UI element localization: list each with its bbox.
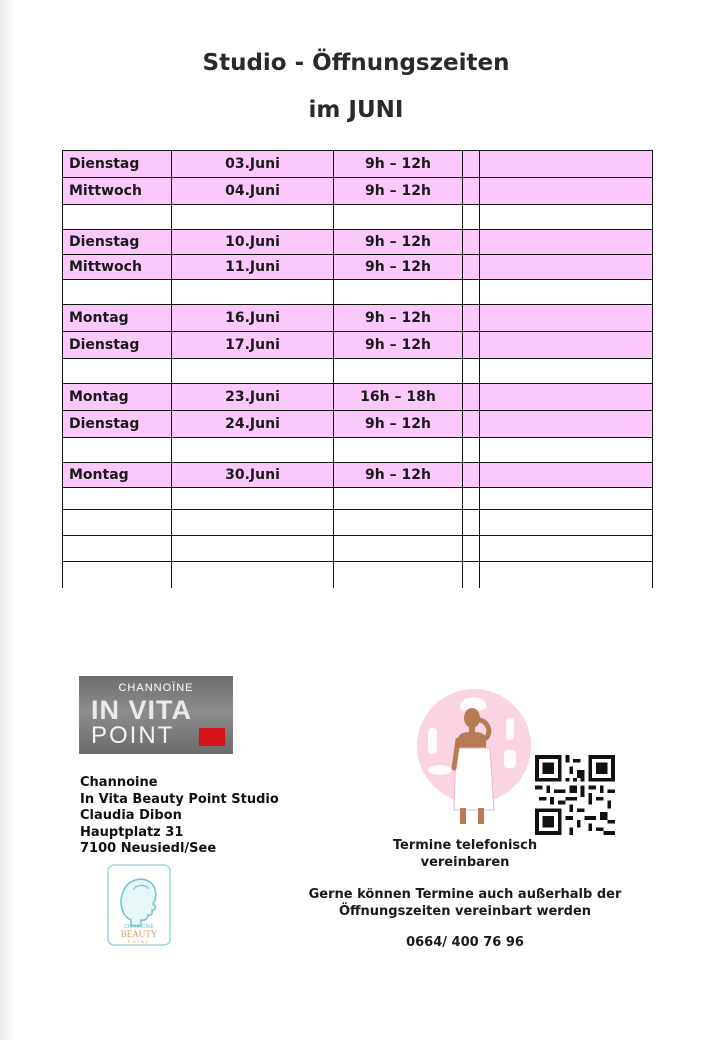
schedule-row xyxy=(63,488,653,510)
schedule-cell-notes xyxy=(480,205,653,230)
schedule-cell-time: 9h – 12h xyxy=(334,178,463,205)
schedule-cell-notes xyxy=(480,463,653,488)
schedule-cell-notes xyxy=(480,438,653,463)
schedule-cell-day: Montag xyxy=(63,305,172,332)
schedule-cell-date: 04.Juni xyxy=(172,178,334,205)
qr-code[interactable] xyxy=(535,755,615,835)
schedule-cell-day: Dienstag xyxy=(63,332,172,359)
schedule-cell-narrow xyxy=(463,230,480,255)
invita-logo-brand: CHANNOÏNE xyxy=(118,682,194,694)
schedule-row xyxy=(63,332,653,359)
schedule-cell-time: 9h – 12h xyxy=(334,255,463,280)
schedule-cell-day xyxy=(63,488,172,510)
schedule-cell-narrow xyxy=(463,359,480,384)
page-title: Studio - Öffnungszeiten xyxy=(202,50,510,76)
schedule-cell-time: 9h – 12h xyxy=(334,305,463,332)
schedule-cell-narrow xyxy=(463,488,480,510)
extra-hours-line2: Öffnungszeiten vereinbart werden xyxy=(338,903,592,919)
schedule-cell-time xyxy=(334,280,463,305)
address-line-city: 7100 Neusiedl/See xyxy=(80,841,217,856)
schedule-cell-notes xyxy=(480,359,653,384)
schedule-row xyxy=(63,305,653,332)
beauty-logo-sub: POINT xyxy=(127,939,151,944)
schedule-cell-day: Mittwoch xyxy=(63,255,172,280)
page-edge-shadow xyxy=(0,0,14,1040)
schedule-cell-date: 17.Juni xyxy=(172,332,334,359)
schedule-row xyxy=(63,230,653,255)
invita-logo-word1: IN VITA xyxy=(91,695,192,725)
extra-hours-line1: Gerne können Termine auch außerhalb der xyxy=(308,887,622,902)
schedule-cell-time xyxy=(334,205,463,230)
beauty-logo-word: BEAUTY xyxy=(120,929,158,939)
schedule-cell-time: 9h – 12h xyxy=(334,151,463,178)
schedule-cell-day: Montag xyxy=(63,463,172,488)
schedule-cell-day xyxy=(63,280,172,305)
schedule-cell-narrow xyxy=(463,205,480,230)
schedule-cell-day xyxy=(63,438,172,463)
schedule-row xyxy=(63,562,653,588)
schedule-cell-notes xyxy=(480,151,653,178)
schedule-cell-narrow xyxy=(463,384,480,411)
schedule-cell-notes xyxy=(480,305,653,332)
schedule-row xyxy=(63,178,653,205)
page-subtitle: im JUNI xyxy=(308,97,404,123)
schedule-cell-day xyxy=(63,536,172,562)
schedule-cell-date xyxy=(172,280,334,305)
phone-note-line1: Termine telefonisch xyxy=(392,838,538,853)
schedule-cell-time xyxy=(334,359,463,384)
schedule-cell-date: 16.Juni xyxy=(172,305,334,332)
beauty-logo-brand: CHANNOÏNE xyxy=(123,924,155,930)
schedule-cell-day: Dienstag xyxy=(63,151,172,178)
schedule-cell-date xyxy=(172,510,334,536)
schedule-cell-notes xyxy=(480,536,653,562)
schedule-cell-date xyxy=(172,488,334,510)
schedule-cell-narrow xyxy=(463,178,480,205)
phone-note-line2: vereinbaren xyxy=(420,854,510,870)
schedule-cell-notes xyxy=(480,488,653,510)
schedule-row xyxy=(63,463,653,488)
schedule-cell-notes xyxy=(480,562,653,588)
schedule-cell-date: 03.Juni xyxy=(172,151,334,178)
address-line-owner: Claudia Dibon xyxy=(80,808,182,823)
schedule-cell-day xyxy=(63,510,172,536)
schedule-cell-time: 16h – 18h xyxy=(334,384,463,411)
schedule-table xyxy=(62,150,653,588)
schedule-cell-day: Montag xyxy=(63,384,172,411)
schedule-row xyxy=(63,384,653,411)
address-line-company: Channoine xyxy=(80,775,158,790)
schedule-cell-day xyxy=(63,562,172,588)
schedule-cell-time xyxy=(334,438,463,463)
schedule-cell-time: 9h – 12h xyxy=(334,230,463,255)
schedule-cell-narrow xyxy=(463,536,480,562)
schedule-cell-narrow xyxy=(463,305,480,332)
schedule-cell-narrow xyxy=(463,280,480,305)
schedule-cell-time xyxy=(334,536,463,562)
schedule-cell-time xyxy=(334,562,463,588)
schedule-cell-time xyxy=(334,488,463,510)
beauty-point-logo xyxy=(107,864,171,946)
schedule-cell-date xyxy=(172,536,334,562)
schedule-row xyxy=(63,151,653,178)
schedule-cell-narrow xyxy=(463,332,480,359)
schedule-cell-date xyxy=(172,205,334,230)
schedule-cell-narrow xyxy=(463,255,480,280)
invita-logo-red-block xyxy=(199,728,225,746)
schedule-cell-date: 30.Juni xyxy=(172,463,334,488)
schedule-row xyxy=(63,280,653,305)
schedule-cell-date xyxy=(172,562,334,588)
phone-number[interactable]: 0664/ 400 76 96 xyxy=(406,935,524,950)
schedule-row xyxy=(63,536,653,562)
schedule-cell-time xyxy=(334,510,463,536)
schedule-cell-notes xyxy=(480,384,653,411)
schedule-cell-narrow xyxy=(463,438,480,463)
schedule-cell-date: 23.Juni xyxy=(172,384,334,411)
schedule-row xyxy=(63,510,653,536)
studio-address xyxy=(80,775,279,858)
schedule-cell-date xyxy=(172,438,334,463)
schedule-cell-notes xyxy=(480,510,653,536)
schedule-cell-time: 9h – 12h xyxy=(334,332,463,359)
schedule-cell-narrow xyxy=(463,510,480,536)
schedule-cell-date: 10.Juni xyxy=(172,230,334,255)
schedule-row xyxy=(63,411,653,438)
schedule-cell-narrow xyxy=(463,562,480,588)
schedule-cell-day xyxy=(63,205,172,230)
woman-in-towel-illustration xyxy=(414,688,532,826)
schedule-cell-notes xyxy=(480,178,653,205)
schedule-cell-day: Mittwoch xyxy=(63,178,172,205)
schedule-row xyxy=(63,438,653,463)
schedule-row xyxy=(63,205,653,230)
schedule-cell-time: 9h – 12h xyxy=(334,411,463,438)
address-line-studio: In Vita Beauty Point Studio xyxy=(80,791,279,807)
invita-point-logo xyxy=(79,676,233,754)
schedule-row xyxy=(63,359,653,384)
schedule-cell-notes xyxy=(480,411,653,438)
schedule-cell-notes xyxy=(480,230,653,255)
schedule-row xyxy=(63,255,653,280)
schedule-cell-narrow xyxy=(463,411,480,438)
schedule-cell-date: 11.Juni xyxy=(172,255,334,280)
address-line-street: Hauptplatz 31 xyxy=(80,824,184,840)
schedule-cell-date: 24.Juni xyxy=(172,411,334,438)
schedule-cell-notes xyxy=(480,332,653,359)
schedule-cell-narrow xyxy=(463,151,480,178)
schedule-cell-day: Dienstag xyxy=(63,411,172,438)
phone-appointment-note xyxy=(390,838,540,871)
schedule-cell-time: 9h – 12h xyxy=(334,463,463,488)
schedule-cell-day: Dienstag xyxy=(63,230,172,255)
schedule-cell-narrow xyxy=(463,463,480,488)
schedule-cell-notes xyxy=(480,255,653,280)
extra-hours-note xyxy=(300,887,630,920)
schedule-cell-day xyxy=(63,359,172,384)
schedule-cell-notes xyxy=(480,280,653,305)
invita-logo-word2: POINT xyxy=(91,722,175,749)
schedule-cell-date xyxy=(172,359,334,384)
